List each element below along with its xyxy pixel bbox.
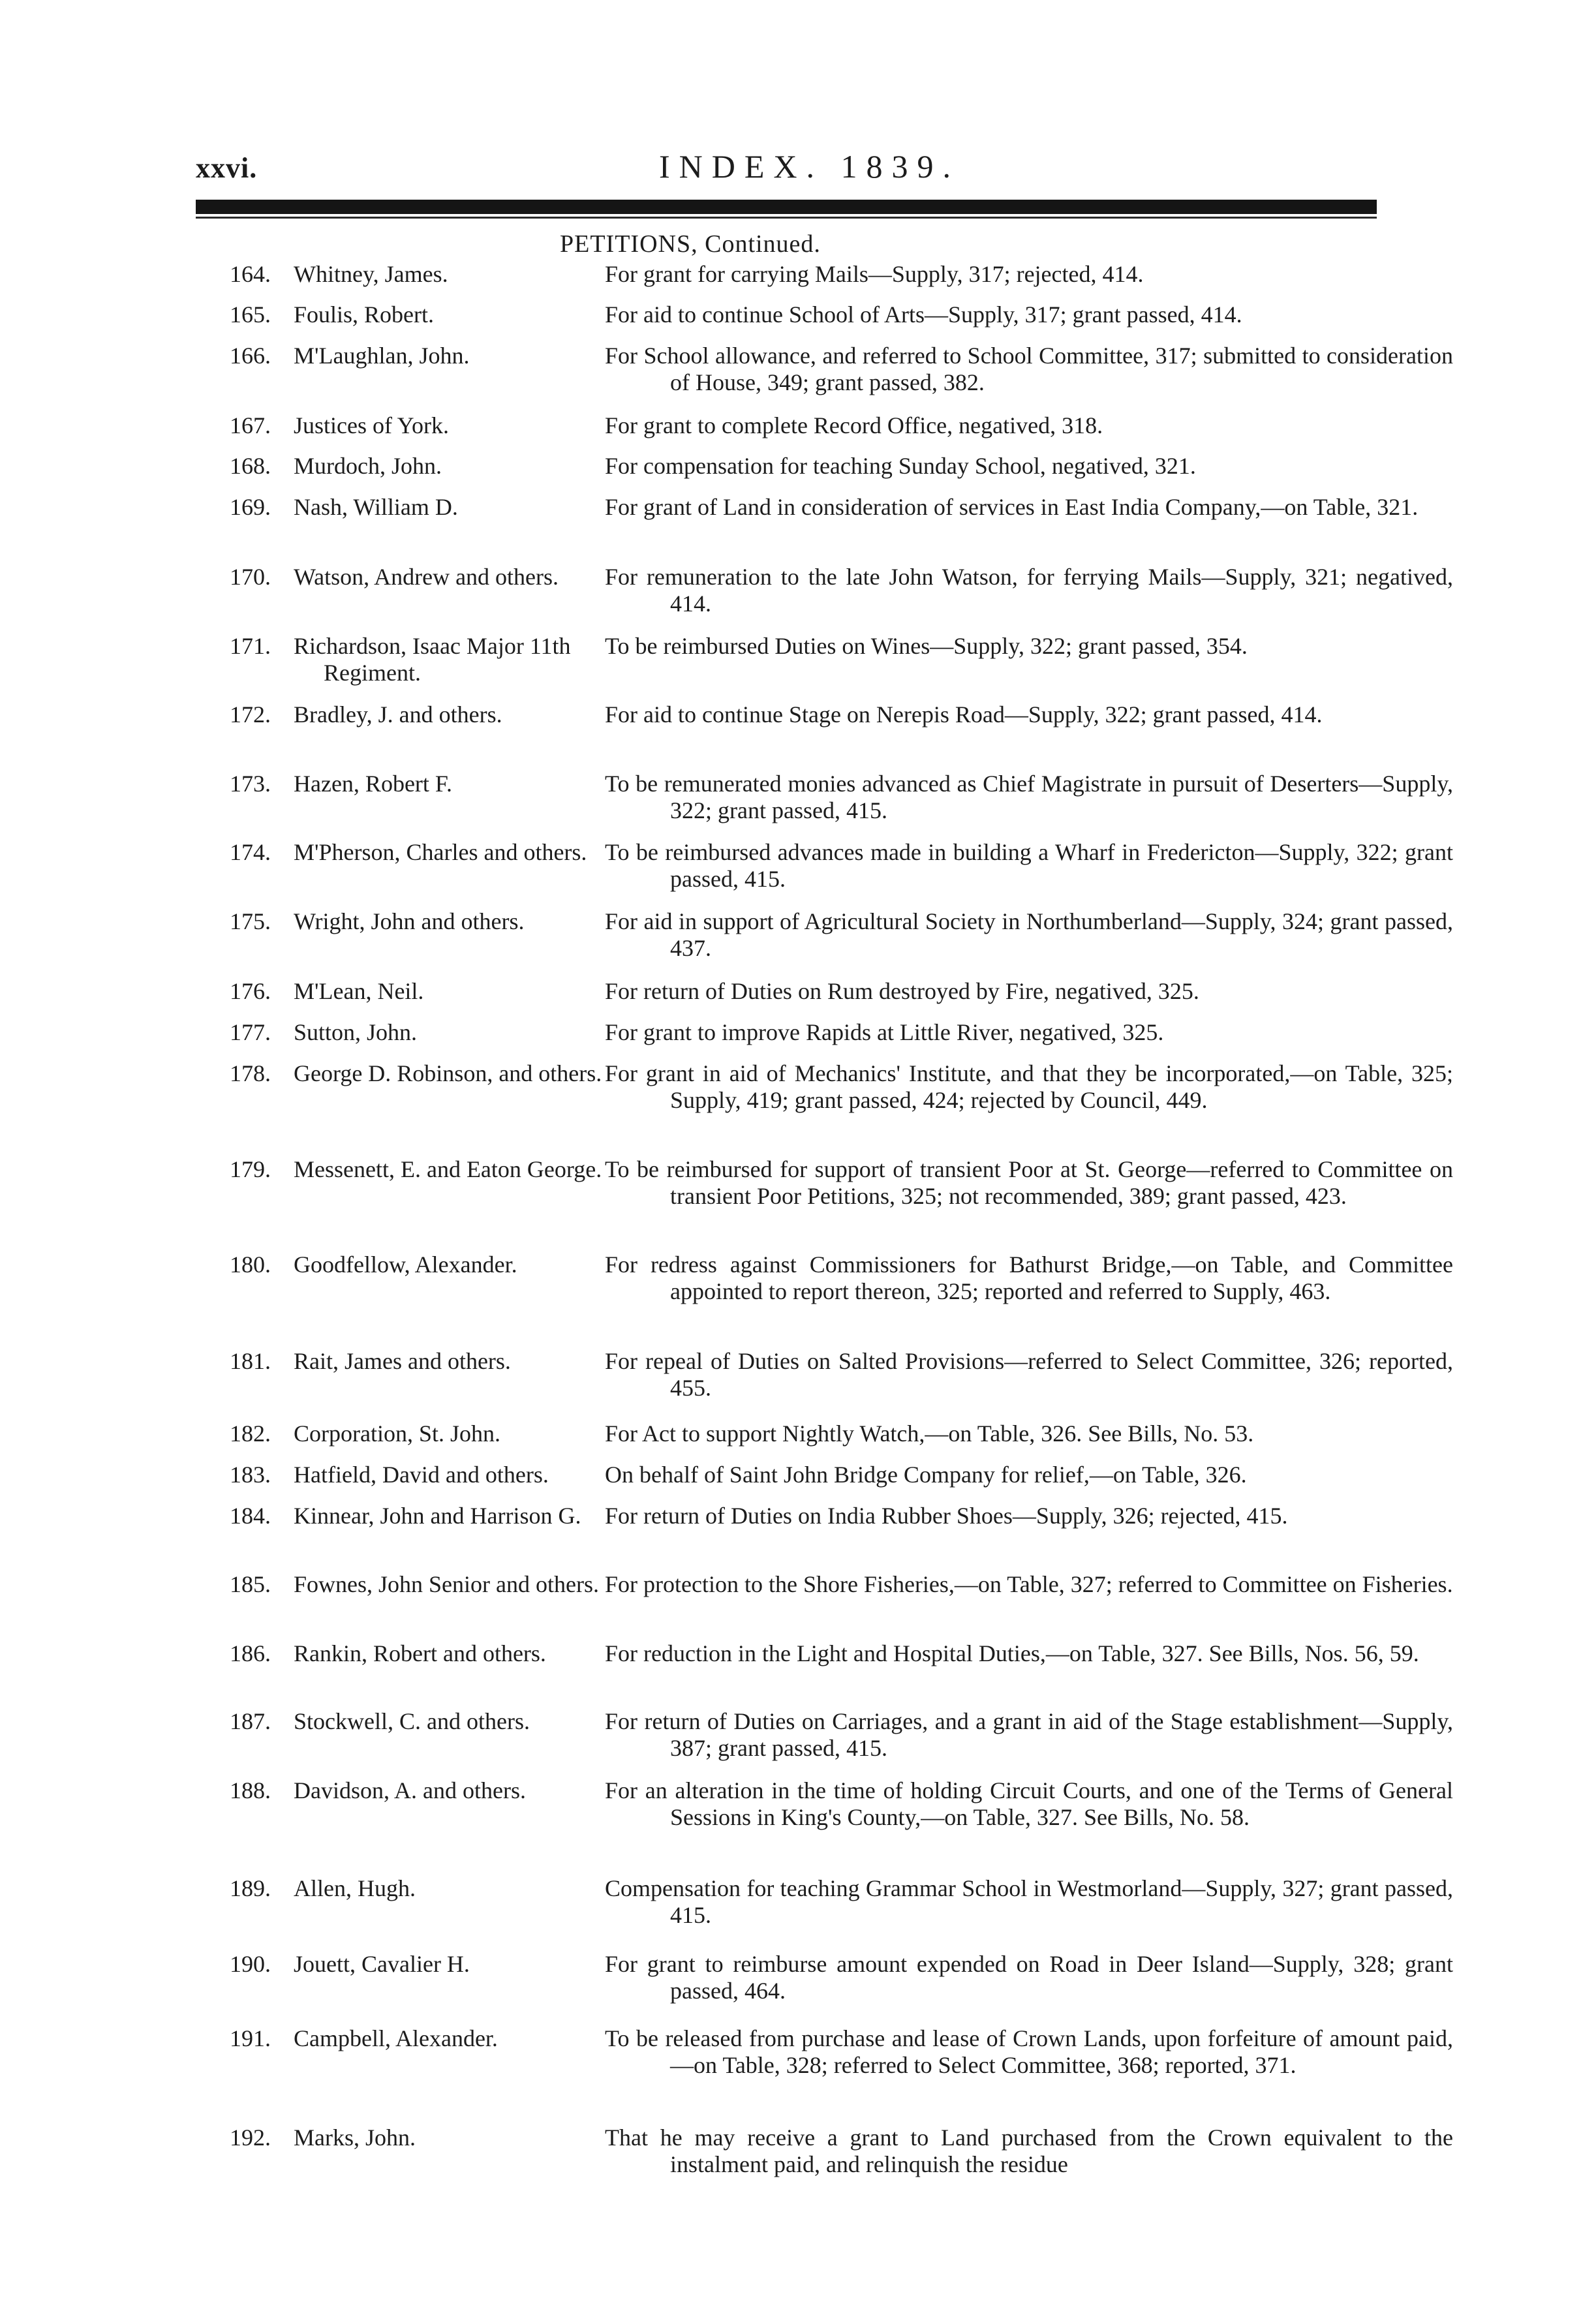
petition-description: On behalf of Saint John Bridge Company for relief,—on Table, 326.	[605, 1462, 1247, 1488]
petitioner-name: Allen, Hugh.	[294, 1875, 416, 1901]
petitioner-name: Hatfield, David and others.	[294, 1462, 549, 1488]
petition-description: To be reimbursed advances made in building a Wharf in Fredericton—Supply, 322; grant passed, 415.	[605, 839, 1453, 892]
petitioner-name: George D. Robinson, and others.	[294, 1060, 602, 1086]
entry-number: 182.	[230, 1420, 271, 1447]
running-title: INDEX. 1839.	[659, 148, 960, 185]
petition-description: To be remunerated monies advanced as Chief Magistrate in pursuit of Deserters—Supply, 322; grant passed, 415.	[605, 771, 1453, 823]
petition-description: For reduction in the Light and Hospital Duties,—on Table, 327. See Bills, Nos. 56, 59.	[605, 1640, 1419, 1666]
petitioner-name: Messenett, E. and Eaton George.	[294, 1156, 602, 1182]
petitioner-name: Bradley, J. and others.	[294, 701, 502, 728]
petition-description: For aid to continue School of Arts—Supply, 317; grant passed, 414.	[605, 301, 1242, 328]
entry-number: 188.	[230, 1777, 271, 1803]
petition-description: For repeal of Duties on Salted Provisions—referred to Select Committee, 326; reported, 455.	[605, 1348, 1453, 1401]
entry-number: 170.	[230, 564, 271, 590]
petitioner-name: Kinnear, John and Harrison G.	[294, 1503, 581, 1529]
entry-number: 191.	[230, 2025, 271, 2051]
entry-number: 174.	[230, 839, 271, 865]
entry-number: 183.	[230, 1462, 271, 1488]
petitioner-name: Goodfellow, Alexander.	[294, 1251, 517, 1278]
petitioner-name: Fownes, John Senior and others.	[294, 1571, 599, 1597]
petitioner-name: Campbell, Alexander.	[294, 2025, 498, 2051]
petition-description: For protection to the Shore Fisheries,—on Table, 327; referred to Committee on Fisheries.	[605, 1571, 1453, 1597]
entry-number: 171.	[230, 633, 271, 659]
entry-number: 177.	[230, 1019, 271, 1045]
entry-number: 164.	[230, 261, 271, 287]
entry-number: 165.	[230, 301, 271, 328]
petition-description: For School allowance, and referred to School Committee, 317; submitted to consideration of House, 349; grant passed, 382.	[605, 343, 1453, 395]
petition-description: To be reimbursed Duties on Wines—Supply, 322; grant passed, 354.	[605, 633, 1248, 659]
petitioner-name: M'Laughlan, John.	[294, 343, 470, 369]
petition-description: Compensation for teaching Grammar School in Westmorland—Supply, 327; grant passed, 415.	[605, 1875, 1453, 1928]
petition-description: For remuneration to the late John Watson, for ferrying Mails—Supply, 321; negatived, 414.	[605, 564, 1453, 617]
petition-description: To be reimbursed for support of transient Poor at St. George—referred to Committee on transient Poor Petitions, 325; not recommended, 389; grant passed, 423.	[605, 1156, 1453, 1209]
entry-number: 169.	[230, 494, 271, 520]
petition-description: To be released from purchase and lease of Crown Lands, upon forfeiture of amount paid,—on Table, 328; referred to Select Committee, 368; reported, 371.	[605, 2025, 1453, 2078]
petition-description: For grant to complete Record Office, negatived, 318.	[605, 412, 1103, 438]
entry-number: 184.	[230, 1503, 271, 1529]
entry-number: 192.	[230, 2124, 271, 2151]
entry-number: 178.	[230, 1060, 271, 1086]
petition-description: For grant to improve Rapids at Little River, negatived, 325.	[605, 1019, 1164, 1045]
entry-number: 166.	[230, 343, 271, 369]
petitioner-name: Sutton, John.	[294, 1019, 418, 1045]
petitioner-name: Marks, John.	[294, 2124, 416, 2151]
entry-number: 176.	[230, 978, 271, 1004]
petitioner-name: M'Pherson, Charles and others.	[294, 839, 587, 865]
entry-number: 190.	[230, 1951, 271, 1977]
entry-number: 186.	[230, 1640, 271, 1666]
entry-number: 185.	[230, 1571, 271, 1597]
petition-description: For return of Duties on India Rubber Shoes—Supply, 326; rejected, 415.	[605, 1503, 1288, 1529]
petitioner-name: Stockwell, C. and others.	[294, 1708, 530, 1734]
petition-description: For aid in support of Agricultural Society in Northumberland—Supply, 324; grant passed, 437.	[605, 908, 1453, 961]
petitioner-name: Rankin, Robert and others.	[294, 1640, 546, 1666]
entry-number: 175.	[230, 908, 271, 934]
petition-description: For aid to continue Stage on Nerepis Road—Supply, 322; grant passed, 414.	[605, 701, 1323, 728]
petitioner-name: Wright, John and others.	[294, 908, 525, 934]
entry-number: 167.	[230, 412, 271, 438]
petitioner-name: Justices of York.	[294, 412, 450, 438]
entry-number: 181.	[230, 1348, 271, 1374]
petition-description: For return of Duties on Rum destroyed by Fire, negatived, 325.	[605, 978, 1199, 1004]
petitioner-name: Foulis, Robert.	[294, 301, 435, 328]
petition-description: For grant to reimburse amount expended on Road in Deer Island—Supply, 328; grant passed, 464.	[605, 1951, 1453, 2004]
entry-number: 180.	[230, 1251, 271, 1278]
petitioner-name: Hazen, Robert F.	[294, 771, 453, 797]
entry-number: 187.	[230, 1708, 271, 1734]
petition-description: For compensation for teaching Sunday School, negatived, 321.	[605, 453, 1196, 479]
petitioner-name: Jouett, Cavalier H.	[294, 1951, 470, 1977]
petitioner-name: Whitney, James.	[294, 261, 448, 287]
petition-description: For grant in aid of Mechanics' Institute, and that they be incorporated,—on Table, 325; Supply, 419; grant passed, 424; rejected by Council, 449.	[605, 1060, 1453, 1113]
header-rule	[196, 200, 1377, 214]
petition-description: For grant of Land in consideration of services in East India Company,—on Table, 321.	[605, 494, 1419, 520]
petitioner-name: Watson, Andrew and others.	[294, 564, 559, 590]
petition-description: That he may receive a grant to Land purchased from the Crown equivalent to the instalment paid, and relinquish the residue	[605, 2124, 1453, 2177]
section-heading: PETITIONS, Continued.	[560, 230, 821, 258]
entry-number: 179.	[230, 1156, 271, 1182]
petition-description: For Act to support Nightly Watch,—on Table, 326. See Bills, No. 53.	[605, 1420, 1254, 1447]
petitioner-name: Murdoch, John.	[294, 453, 442, 479]
entry-number: 172.	[230, 701, 271, 728]
petition-description: For grant for carrying Mails—Supply, 317; rejected, 414.	[605, 261, 1144, 287]
entry-number: 189.	[230, 1875, 271, 1901]
petition-description: For return of Duties on Carriages, and a grant in aid of the Stage establishment—Supply, 387; grant passed, 415.	[605, 1708, 1453, 1761]
petitioner-name: M'Lean, Neil.	[294, 978, 424, 1004]
petitioner-name: Corporation, St. John.	[294, 1420, 501, 1447]
entry-number: 173.	[230, 771, 271, 797]
petition-description: For an alteration in the time of holding Circuit Courts, and one of the Terms of General Sessions in King's County,—on Table, 327. See Bills, No. 58.	[605, 1777, 1453, 1830]
petitioner-name: Richardson, Isaac Major 11th Regiment.	[294, 633, 571, 686]
entry-number: 168.	[230, 453, 271, 479]
petition-description: For redress against Commissioners for Bathurst Bridge,—on Table, and Committee appointed to report thereon, 325; reported and referred to Supply, 463.	[605, 1251, 1453, 1304]
petitioner-name: Nash, William D.	[294, 494, 458, 520]
page-number: xxvi.	[196, 152, 258, 184]
petitioner-name: Rait, James and others.	[294, 1348, 511, 1374]
petitioner-name: Davidson, A. and others.	[294, 1777, 526, 1803]
